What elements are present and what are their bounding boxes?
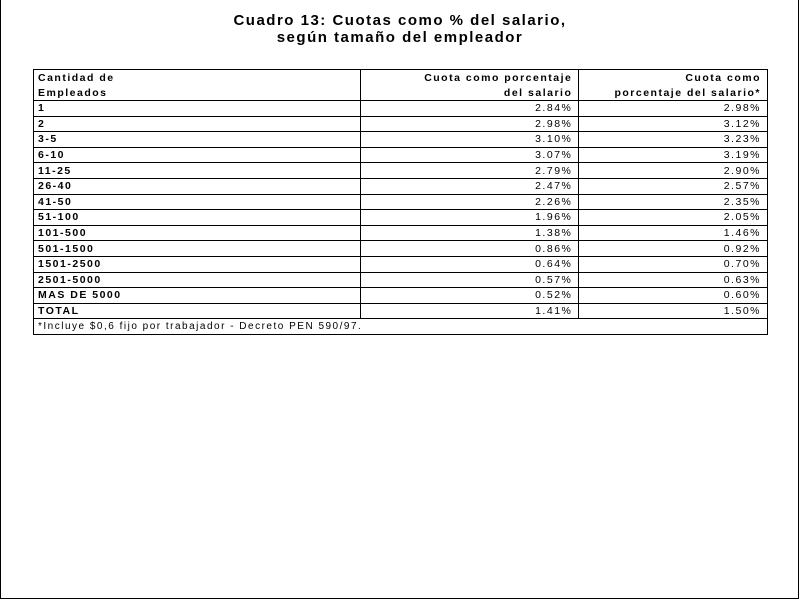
table-row [34,210,768,226]
row-quota: 1.38% [361,225,579,241]
footnote: *Incluye $0,6 fijo por trabajador - Decreto PEN 590/97. [34,319,768,335]
table-row [34,116,768,132]
row-quota: 1.96% [361,210,579,226]
row-size: MAS DE 5000 [34,288,361,304]
row-quota: 0.57% [361,272,579,288]
header-row-2 [34,85,768,101]
row-quota: 2.98% [361,116,579,132]
table-row [34,241,768,257]
row-quota-adjusted: 2.98% [579,101,768,117]
row-size: 1 [34,101,361,117]
row-quota: 2.79% [361,163,579,179]
title-line-2: según tamaño del empleador [276,29,524,46]
row-quota: 2.84% [361,101,579,117]
row-quota-adjusted: 0.60% [579,288,768,304]
header-employees: Cantidad de [34,70,361,86]
row-quota-adjusted: 2.57% [579,178,768,194]
row-quota-adjusted: 2.05% [579,210,768,226]
table-row-total [34,303,768,319]
header-row-1 [34,70,768,86]
row-quota-adjusted: 0.92% [579,241,768,257]
row-size: 41-50 [34,194,361,210]
table-row [34,272,768,288]
row-size: 26-40 [34,178,361,194]
header-quota-salary-adjusted-line2: porcentaje del salario* [579,85,768,101]
row-size: 3-5 [34,132,361,148]
row-quota-adjusted: 1.46% [579,225,768,241]
header-quota-salary: Cuota como porcentaje [361,70,579,86]
row-size: 51-100 [34,210,361,226]
row-size: TOTAL [34,303,361,319]
row-quota: 3.10% [361,132,579,148]
row-quota-adjusted: 1.50% [579,303,768,319]
row-quota: 0.86% [361,241,579,257]
row-quota-adjusted: 3.12% [579,116,768,132]
row-quota-adjusted: 3.23% [579,132,768,148]
table-row [34,194,768,210]
header-quota-salary-adjusted: Cuota como [579,70,768,86]
row-quota: 1.41% [361,303,579,319]
row-size: 101-500 [34,225,361,241]
row-size: 6-10 [34,147,361,163]
table-row [34,101,768,117]
row-quota-adjusted: 0.63% [579,272,768,288]
footnote-row [34,319,768,335]
title-line-1: Cuadro 13: Cuotas como % del salario, [233,12,567,29]
table-title [0,12,800,46]
row-quota: 3.07% [361,147,579,163]
row-size: 2 [34,116,361,132]
table-row [34,256,768,272]
table-row [34,178,768,194]
table-row [34,163,768,179]
row-quota: 2.47% [361,178,579,194]
header-employees-line2: Empleados [34,85,361,101]
row-size: 501-1500 [34,241,361,257]
table-row [34,225,768,241]
row-size: 2501-5000 [34,272,361,288]
contribution-table [33,69,768,335]
table-row [34,132,768,148]
row-size: 1501-2500 [34,256,361,272]
row-quota-adjusted: 0.70% [579,256,768,272]
row-size: 11-25 [34,163,361,179]
row-quota: 0.52% [361,288,579,304]
row-quota-adjusted: 2.35% [579,194,768,210]
header-quota-salary-line2: del salario [361,85,579,101]
row-quota: 2.26% [361,194,579,210]
row-quota-adjusted: 2.90% [579,163,768,179]
row-quota: 0.64% [361,256,579,272]
row-quota-adjusted: 3.19% [579,147,768,163]
table-row [34,147,768,163]
table-row [34,288,768,304]
